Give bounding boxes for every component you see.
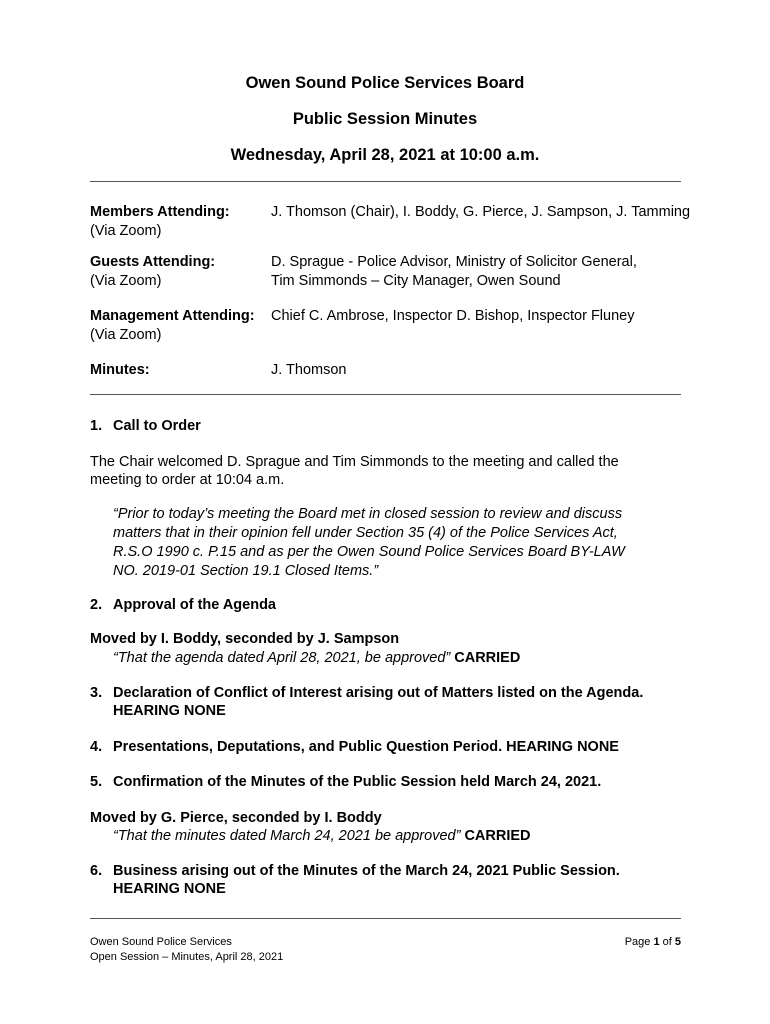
attendance-members-value: J. Thomson (Chair), I. Boddy, G. Pierce, J. Sampson, J. Tamming — [271, 204, 691, 220]
item-2-resolution: “That the agenda dated April 28, 2021, be approved” CARRIED — [113, 650, 521, 666]
item-6-status: HEARING NONE — [113, 881, 226, 897]
attendance-members-label: Members Attending: (Via Zoom) — [90, 204, 230, 239]
attendance-management-value: Chief C. Ambrose, Inspector D. Bishop, Inspector Fluney — [271, 308, 635, 324]
attendance-minutes-value: J. Thomson — [271, 362, 347, 378]
footer-doc: Open Session – Minutes, April 28, 2021 — [90, 951, 284, 963]
footer-divider — [90, 918, 681, 919]
footer-left — [90, 935, 283, 965]
board-title: Owen Sound Police Services Board — [245, 74, 525, 92]
attendance-guests-value: D. Sprague - Police Advisor, Ministry of Solicitor General, Tim Simmonds – City Manager, Owen Sound — [271, 254, 637, 289]
item-1-closed-session-quote: “Prior to today’s meeting the Board met in closed session to review and discuss matters that in their opinion fell under Section 35 (4) of the Police Services Act, R.S.O 1990 c. P.15 and as per the Owen Sound Police Services Board BY-LAW NO. 2019-01 Section 19.1 Closed Items.” — [113, 506, 625, 579]
item-4-heading: 4. Presentations, Deputations, and Public Question Period. HEARING NONE — [90, 739, 619, 755]
attendance-divider — [90, 394, 681, 395]
item-5-motion: Moved by G. Pierce, seconded by I. Boddy — [90, 810, 382, 826]
item-5-resolution: “That the minutes dated March 24, 2021 be approved” CARRIED — [113, 828, 531, 844]
item-5-heading: 5. Confirmation of the Minutes of the Public Session held March 24, 2021. — [90, 774, 602, 790]
header-divider — [90, 181, 681, 182]
item-2-heading: 2. Approval of the Agenda — [90, 597, 276, 613]
page-number: Page 1 of 5 — [624, 936, 681, 948]
attendance-minutes-label: Minutes: — [90, 362, 150, 378]
item-1-body: The Chair welcomed D. Sprague and Tim Simmonds to the meeting and called the meeting to order at 10:04 a.m. — [90, 454, 619, 488]
item-1-heading: 1. Call to Order — [90, 418, 201, 434]
document-subtitle: Public Session Minutes — [292, 110, 478, 128]
meeting-date: Wednesday, April 28, 2021 at 10:00 a.m. — [230, 146, 540, 164]
item-6-heading: 6. Business arising out of the Minutes of the March 24, 2021 Public Session. — [90, 863, 620, 879]
attendance-management-label: Management Attending: (Via Zoom) — [90, 308, 255, 343]
item-3-heading: 3. Declaration of Conflict of Interest arising out of Matters listed on the Agenda. — [90, 685, 644, 701]
attendance-guests-label: Guests Attending: (Via Zoom) — [90, 254, 216, 289]
item-2-motion: Moved by I. Boddy, seconded by J. Sampson — [90, 631, 400, 647]
item-3-status: HEARING NONE — [113, 703, 226, 719]
footer-org: Owen Sound Police Services — [90, 936, 232, 948]
